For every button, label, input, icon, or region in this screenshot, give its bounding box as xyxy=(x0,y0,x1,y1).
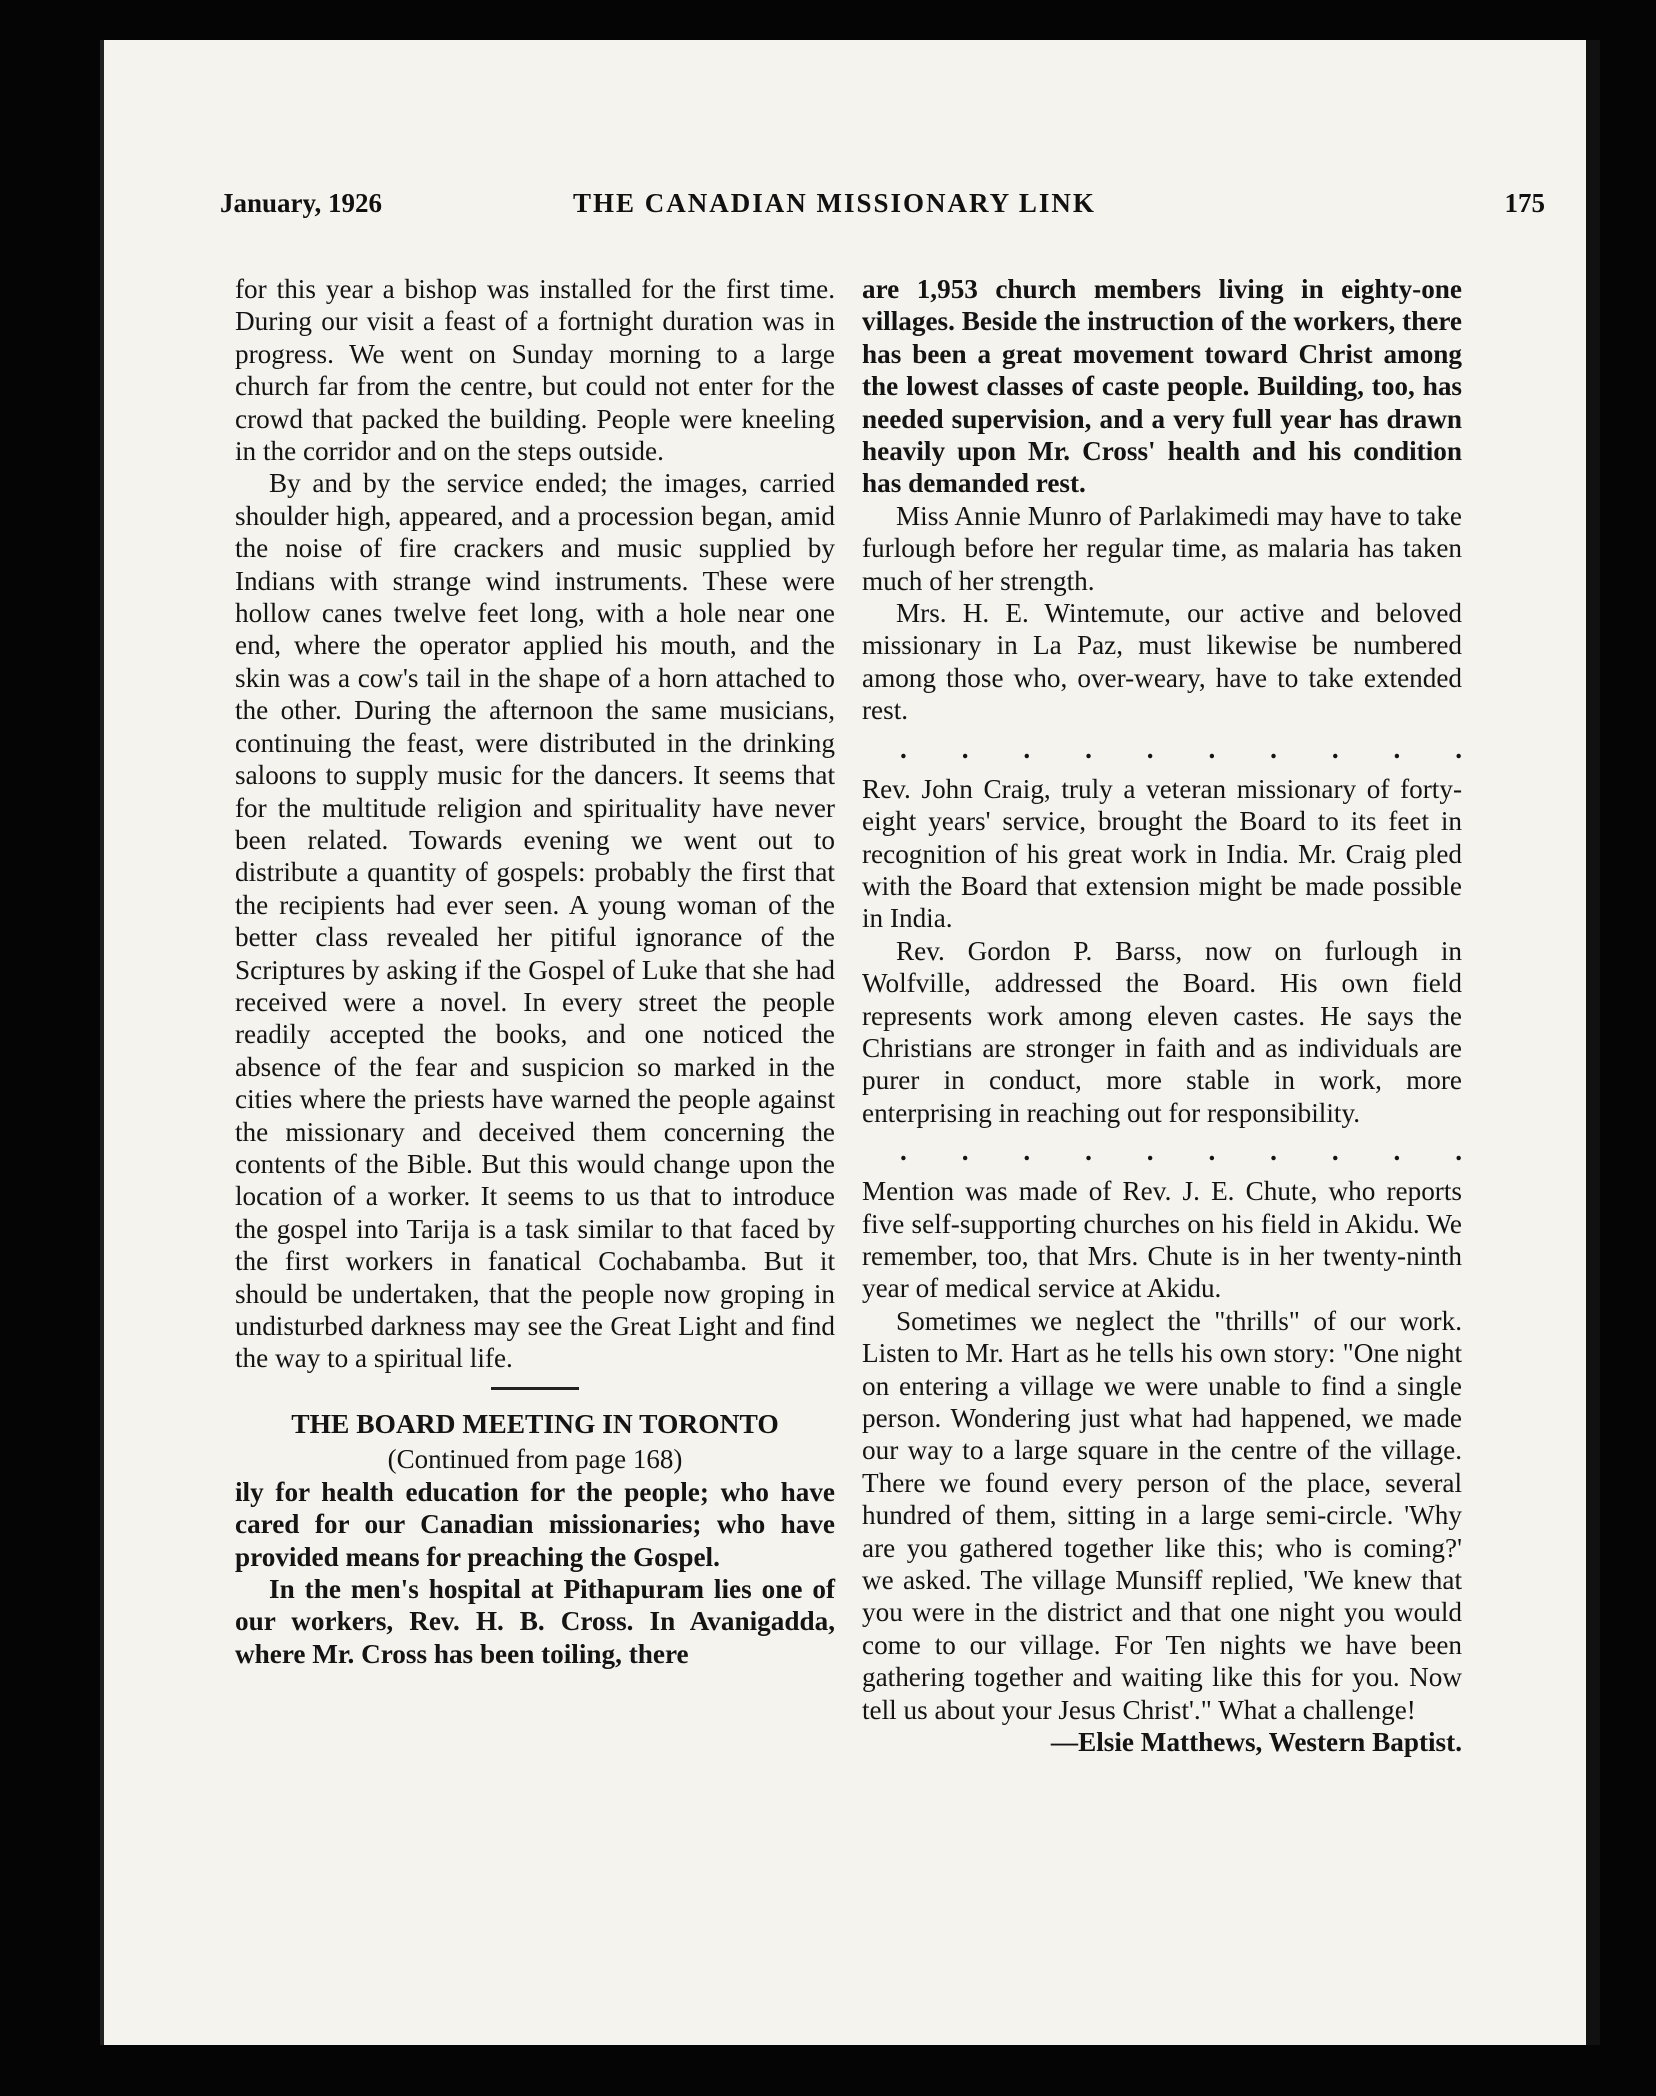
paragraph: for this year a bishop was installed for the first time. During our visit a feast of a fortnight duration was in progress. We went on Sunday morning to a large church far from the centre, but could not enter for the crowd that packed the building. People were kneeling in the corridor and on the steps outside. xyxy=(235,274,835,467)
paragraph: By and by the service ended; the images, carried shoulder high, appeared, and a procession began, amid the noise of fire crackers and music supplied by Indians with strange wind instruments. These were hollow canes twelve feet long, with a hole near one end, where the operator applied his mouth, and the skin was a cow's tail in the shape of a horn attached to the other. During the afternoon the same musicians, continuing the feast, were distributed in the drinking saloons to supply music for the dancers. It seems that for the multitude religion and spirituality have never been related. Towards evening we went out to distribute a quantity of gospels: probably the first that the recipients had ever seen. A young woman of the better class revealed her pitiful ignorance of the Scriptures by asking if the Gospel of Luke that she had received were a novel. In every street the people readily accepted the books, and one noticed the absence of the fear and suspicion so marked in the cities where the priests have warned the people against the missionary and deceived them concerning the contents of the Bible. But this would change upon the location of a worker. It seems to us that to introduce the gospel into Tarija is a task similar to that faced by the first workers in fanatical Cochabamba. But it should be undertaken, that the people now groping in undisturbed darkness may see the Great Light and find the way to a spiritual life. xyxy=(235,468,835,1374)
page-edge-right xyxy=(1586,40,1600,2045)
paragraph: ily for health education for the people; who have cared for our Canadian missionaries; who have provided means for preaching the Gospel. xyxy=(235,1476,835,1572)
journal-title: THE CANADIAN MISSIONARY LINK xyxy=(573,188,1096,218)
right-column xyxy=(862,273,1462,1758)
paragraph: Miss Annie Munro of Parlakimedi may have to take furlough before her regular time, as malaria has taken much of her strength. xyxy=(862,500,1462,596)
ellipsis-separator: . . . . . . . . . . xyxy=(900,733,1462,764)
ellipsis-separator: . . . . . . . . . . xyxy=(900,1136,1462,1167)
page-edge-left xyxy=(100,40,104,2045)
running-header xyxy=(220,188,1545,228)
paragraph: Mention was made of Rev. J. E. Chute, who reports five self-supporting churches on his field in Akidu. We remember, too, that Mrs. Chute is in her twenty-ninth year of medical service at Akidu. xyxy=(862,1176,1462,1304)
paragraph: Mrs. H. E. Wintemute, our active and beloved missionary in La Paz, must likewise be numbered among those who, over-weary, have to take extended rest. xyxy=(862,598,1462,726)
paragraph: Sometimes we neglect the "thrills" of our work. Listen to Mr. Hart as he tells his own story: "One night on entering a village we were unable to find a single person. Wondering just what had happened, we made our way to a large square in the centre of the village. There we found every person of the place, several hundred of them, sitting in a large semi-circle. 'Why are you gathered together like this; who is coming?' we asked. The village Munsiff replied, 'We knew that you were in the district and that one night you would come to our village. For Ten nights we have been gathering together and waiting like this for you. Now tell us about your Jesus Christ'." What a challenge! xyxy=(862,1305,1462,1725)
left-column xyxy=(235,273,835,1670)
page-number: 175 xyxy=(1504,188,1545,218)
section-divider xyxy=(491,1387,579,1390)
paragraph: are 1,953 church members living in eighty-one villages. Beside the instruction of the workers, there has been a great movement toward Christ among the lowest classes of caste people. Building, too, has needed supervision, and a very full year has drawn heavily upon Mr. Cross' health and his condition has demanded rest. xyxy=(862,274,1462,499)
paragraph: In the men's hospital at Pithapuram lies one of our workers, Rev. H. B. Cross. In Avanigadda, where Mr. Cross has been toiling, there xyxy=(235,1574,835,1669)
signature: —Elsie Matthews, Western Baptist. xyxy=(1050,1727,1462,1758)
paragraph: Rev. John Craig, truly a veteran missionary of forty-eight years' service, brought the Board to its feet in recognition of his great work in India. Mr. Craig pled with the Board that extension might be made possible in India. xyxy=(862,773,1462,934)
section-subheading: (Continued from page 168) xyxy=(387,1443,683,1474)
page xyxy=(100,40,1600,2045)
paragraph: Rev. Gordon P. Barss, now on furlough in Wolfville, addressed the Board. His own field represents work among eleven castes. He says the Christians are stronger in faith and as individuals are purer in conduct, more stable in work, more enterprising in reaching out for responsibility. xyxy=(862,935,1462,1128)
section-heading: THE BOARD MEETING IN TORONTO xyxy=(291,1407,779,1439)
issue-date: January, 1926 xyxy=(220,188,383,218)
